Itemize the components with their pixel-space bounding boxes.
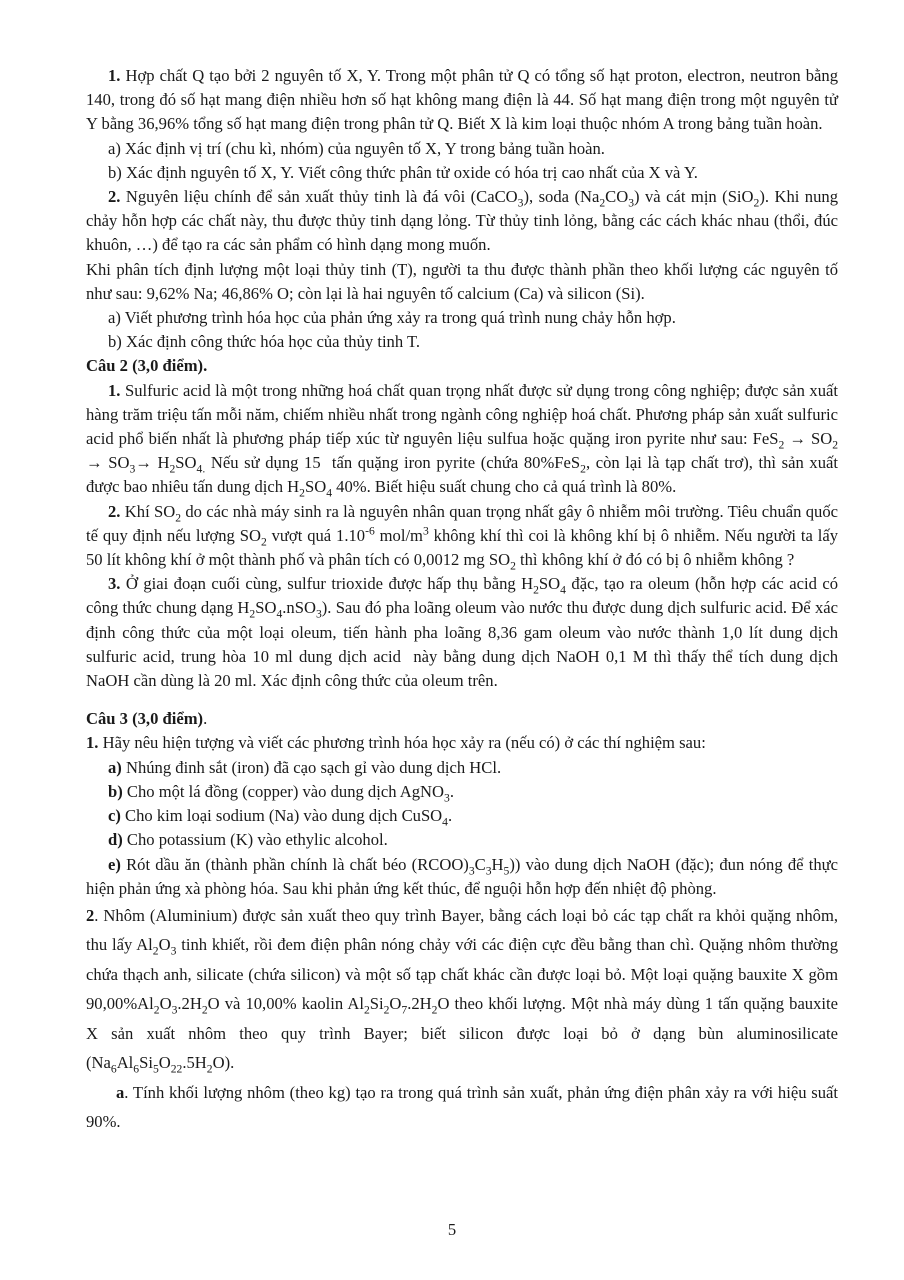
item-text: Nhúng đinh sắt (iron) đã cạo sạch gỉ vào dung dịch HCl.: [121, 757, 502, 777]
item-text: Cho một lá đồng (copper) vào dung dịch AgNO$_3$.: [122, 781, 454, 805]
item-number: 1.: [108, 66, 121, 85]
page-number: 5: [447, 1220, 457, 1239]
q1-part2-b: b) Xác định công thức hóa học của thủy tinh T.: [108, 332, 421, 352]
q3-heading: [86, 707, 838, 731]
paragraph-text: Nguyên liệu chính để sản xuất thủy tinh là đá vôi (CaCO$_3$), soda $(Na_2CO_3)$ và cát mịn (SiO$_2$). Khi nung chảy hỗn hợp các chất này, thu được thủy tinh dạng lỏng. Từ thủy tinh lỏng, bằng các cách khác nhau (thổi, đúc khuôn, …) để tạo ra các sản phẩm có hình dạng mong muốn.: [86, 187, 838, 255]
item-number: 2.: [108, 187, 121, 207]
item-label: e): [108, 854, 121, 874]
item-label: a): [108, 757, 122, 777]
item-number: 3.: [108, 574, 121, 594]
spacer: [86, 693, 838, 707]
q2-part3-paragraph: [86, 572, 838, 693]
q2-heading: Câu 2 (3,0 điểm).: [86, 356, 208, 376]
q3-item-d: [86, 828, 838, 852]
document-page: [86, 64, 838, 1137]
q1-part1-b: b) Xác định nguyên tố X, Y. Viết công thức phân tử oxide có hóa trị cao nhất của X và Y.: [108, 162, 698, 182]
heading-text: Câu 3 (3,0 điểm): [86, 709, 204, 729]
q3-part1-paragraph: [86, 731, 838, 755]
item-text: . Tính khối lượng nhôm (theo kg) tạo ra trong quá trình sản xuất, phản ứng điện phân xảy ra với hiệu suất 90%.: [86, 1082, 838, 1132]
item-label: a: [116, 1082, 125, 1102]
item-text: Cho kim loại sodium (Na) vào dung dịch CuSO$_4$.: [120, 806, 453, 829]
paragraph-text: Hãy nêu hiện tượng và viết các phương trình hóa học xảy ra (nếu có) ở các thí nghiệm sau:: [98, 733, 706, 753]
q3-part2-a: [86, 1078, 838, 1137]
item-text: Cho potassium (K) vào ethylic alcohol.: [122, 830, 388, 850]
item-label: d): [108, 830, 123, 850]
paragraph-text: Ở giai đoạn cuối cùng, sulfur trioxide được hấp thụ bằng $H_2SO_4$ đặc, tạo ra oleum (hỗn hợp các acid có công thức chung dạng $H_2SO_4.nSO_3$). Sau đó pha loãng oleum vào nước thu được dung dịch sulfuric acid. Để xác định công thức của một loại oleum, tiến hành pha loãng 8,36 gam oleum vào nước thành 1,0 lít dung dịch sulfuric acid, trung hòa 10 ml dung dịch acid này bằng dung dịch NaOH 0,1 M thì thấy thể tích dung dịch NaOH cần dùng là 20 ml. Xác định công thức của oleum trên.: [86, 574, 838, 691]
q1-part2-paragraph: [86, 185, 838, 258]
item-text: Rót dầu ăn (thành phần chính là chất béo $(RCOO)_3C_3H_5$)) vào dung dịch NaOH (đặc); đun nóng để thực hiện phản ứng xà phòng hóa. Sau khi phản ứng kết thúc, để nguội hỗn hợp đến nhiệt độ phòng.: [86, 854, 838, 898]
q1-part1-a: a) Xác định vị trí (chu kì, nhóm) của nguyên tố X, Y trong bảng tuần hoàn.: [108, 138, 605, 158]
q1-part2-analysis: Khi phân tích định lượng một loại thủy tinh (T), người ta thu được thành phần theo khối lượng các nguyên tố như sau: 9,62% Na; 46,86% O; còn lại là hai nguyên tố calcium (Ca) và silicon (Si).: [86, 259, 838, 303]
item-label: c): [108, 806, 121, 826]
item-number: 1.: [108, 380, 121, 400]
paragraph-text: Hợp chất Q tạo bởi 2 nguyên tố X, Y. Trong một phân tử Q có tổng số hạt proton, electron, neutron bằng 140, trong đó số hạt mang điện nhiều hơn số hạt không mang điện là 44. Số hạt mang điện trong một nguyên tử Y bằng 36,96% tổng số hạt mang điện trong phân tử Q. Biết X là kim loại thuộc nhóm A trong bảng tuần hoàn.: [86, 66, 838, 134]
q3-part2-paragraph: [86, 901, 838, 1078]
q3-item-b: [86, 780, 838, 804]
q1-part1-paragraph: [86, 64, 838, 137]
q2-part2-paragraph: [86, 500, 838, 573]
q2-part1-paragraph: [86, 379, 838, 500]
item-number: 1.: [86, 733, 99, 753]
heading-tail: .: [203, 709, 208, 729]
q3-item-e: [86, 853, 838, 901]
paragraph-text: . Nhôm (Aluminium) được sản xuất theo quy trình Bayer, bằng cách loại bỏ các tạp chất ra khỏi quặng nhôm, thu lấy $Al_2O_3$ tinh khiết, rồi đem điện phân nóng chảy với các điện cực đều bằng than chì. Quặng nhôm thường chứa thạch anh, silicate (chứa silicon) và một số tạp chất khác cần được loại bỏ. Một loại quặng bauxite X gồm $90,00\%Al_2O_3.2H_2O$ và 10,00% kaolin $Al_2Si_2O_7.2H_2O$ theo khối lượng. Một nhà máy dùng 1 tấn quặng bauxite X sản xuất nhôm theo quy trình Bayer; biết silicon được loại bỏ ở dạng bùn aluminosilicate $(Na_6Al_6Si_5O_{22}.5H_2O)$.: [86, 905, 838, 1076]
q1-part2-a: a) Viết phương trình hóa học của phản ứng xảy ra trong quá trình nung chảy hỗn hợp.: [108, 308, 676, 328]
paragraph-text: Sulfuric acid là một trong những hoá chất quan trọng nhất được sử dụng trong công nghiệp; được sản xuất hàng trăm triệu tấn mỗi năm, chiếm nhiều nhất trong ngành công nghiệp hoá chất. Phương pháp sản xuất sulfuric acid phổ biến nhất là phương pháp tiếp xúc từ nguyên liệu sulfua hoặc quặng iron pyrite như sau: $FeS_2 \to SO_2 \to SO_3\to H_2SO_{4.}$ Nếu sử dụng 15 tấn quặng iron pyrite (chứa 80%FeS$_2$, còn lại là tạp chất trơ), thì sản xuất được bao nhiêu tấn dung dịch $H_2SO_4$ 40%. Biết hiệu suất chung cho cả quá trình là 80%.: [86, 380, 838, 500]
item-number: 2: [86, 905, 95, 925]
item-label: b): [108, 781, 123, 801]
paragraph-text: Khí $SO_2$ do các nhà máy sinh ra là nguyên nhân quan trọng nhất gây ô nhiễm môi trường. Tiêu chuẩn quốc tế quy định nếu lượng $SO_2$ vượt quá $1.10^{-6}$ mol/$m^3$ không khí thì coi là không khí bị ô nhiễm. Nếu người ta lấy 50 lít không khí ở một thành phố và phân tích có 0,0012 mg $SO_2$ thì không khí ở đó có bị ô nhiễm không ?: [86, 501, 839, 573]
q3-item-c: [86, 804, 838, 828]
q3-item-a: [86, 756, 838, 780]
item-number: 2.: [108, 501, 121, 521]
